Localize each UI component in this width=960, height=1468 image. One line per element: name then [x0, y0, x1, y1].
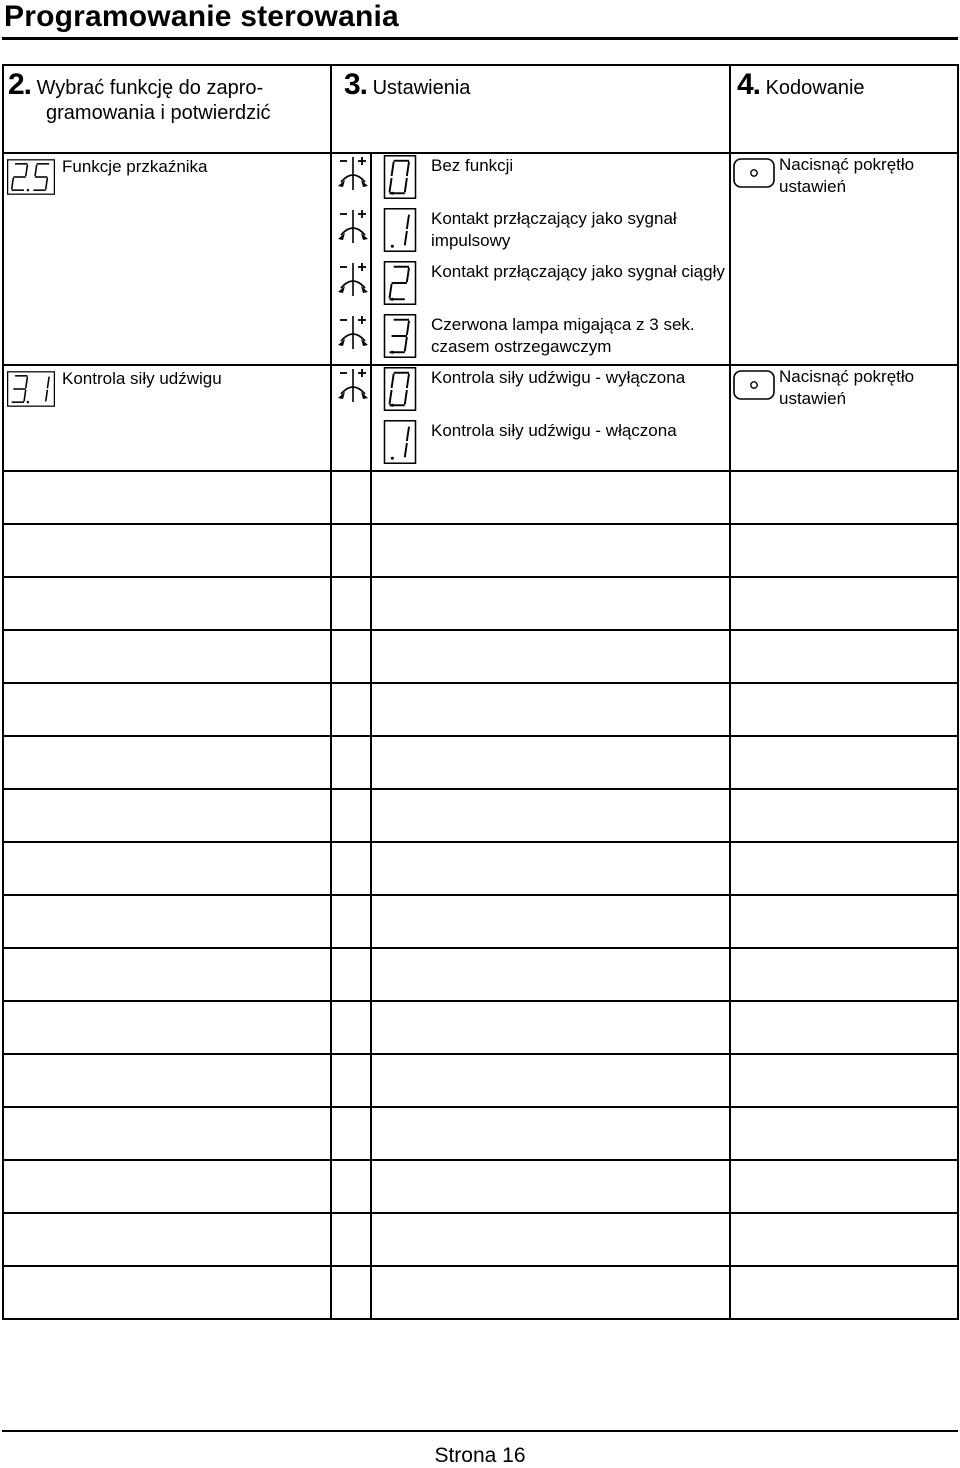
press-knob-icon: [733, 158, 775, 193]
row-divider: [2, 1212, 958, 1214]
row-divider: [2, 735, 958, 737]
setting-description: Kontrola siły udźwigu - włączona: [431, 421, 677, 440]
row-divider: [2, 682, 958, 684]
row-divider: [2, 523, 958, 525]
setting-description: Kontakt przłączający jako sygnał ciągły: [431, 262, 725, 281]
function-code-display: [7, 367, 55, 416]
row-divider: [2, 629, 958, 631]
row-divider: [2, 1000, 958, 1002]
footer-rule: [2, 1430, 958, 1432]
setting-description: Kontrola siły udźwigu - wyłączona: [431, 368, 686, 387]
header-coding: 4. Kodowanie: [737, 68, 865, 101]
table-border-right: [957, 64, 959, 1320]
setting-value-display: [376, 367, 424, 416]
function-name: Funkcje przkaźnika: [62, 157, 208, 176]
row-divider: [2, 1159, 958, 1161]
setting-description: Czerwona lampa migająca z 3 sek. czasem ostrzegawczym: [431, 315, 695, 356]
page-number: Strona 16: [434, 1444, 526, 1467]
page-title: Programowanie sterowania: [4, 0, 399, 33]
function-code-display: [7, 155, 55, 204]
row-divider: [2, 1053, 958, 1055]
row-divider: [2, 788, 958, 790]
row-divider: [2, 894, 958, 896]
setting-description: Bez funkcji: [431, 156, 514, 175]
header-settings: 3. Ustawienia: [344, 68, 471, 101]
function-name: Kontrola siły udźwigu: [62, 369, 222, 388]
setting-value-display: [376, 208, 424, 257]
table-header: [2, 66, 958, 154]
row-divider: [2, 1318, 958, 1320]
press-knob-label: Nacisnąć pokrętło ustawień: [779, 155, 915, 196]
press-knob-label: Nacisnąć pokrętło ustawień: [779, 367, 915, 408]
rotate-knob-icon: [336, 209, 372, 250]
setting-value-display: [376, 155, 424, 204]
row-divider: [2, 1106, 958, 1108]
setting-value-display: [376, 420, 424, 469]
rotate-knob-icon: [336, 315, 372, 356]
setting-value-display: [376, 261, 424, 310]
column-divider-1: [330, 64, 332, 1320]
row-divider: [2, 841, 958, 843]
programming-table: [2, 64, 958, 154]
header-select-function: 2. Wybrać funkcję do zapro- gramowania i potwierdzić: [8, 68, 271, 124]
row-divider: [2, 470, 958, 472]
setting-value-display: [376, 314, 424, 363]
row-divider: [2, 576, 958, 578]
title-rule: [2, 37, 958, 40]
table-border-left: [2, 64, 4, 1320]
press-knob-icon: [733, 370, 775, 405]
rotate-knob-icon: [336, 156, 372, 197]
setting-description: Kontakt przłączający jako sygnał impulsowy: [431, 209, 677, 250]
row-divider: [2, 947, 958, 949]
row-divider: [2, 1265, 958, 1267]
column-divider-3: [729, 64, 731, 1320]
rotate-knob-icon: [336, 262, 372, 303]
rotate-knob-icon: [336, 368, 372, 409]
